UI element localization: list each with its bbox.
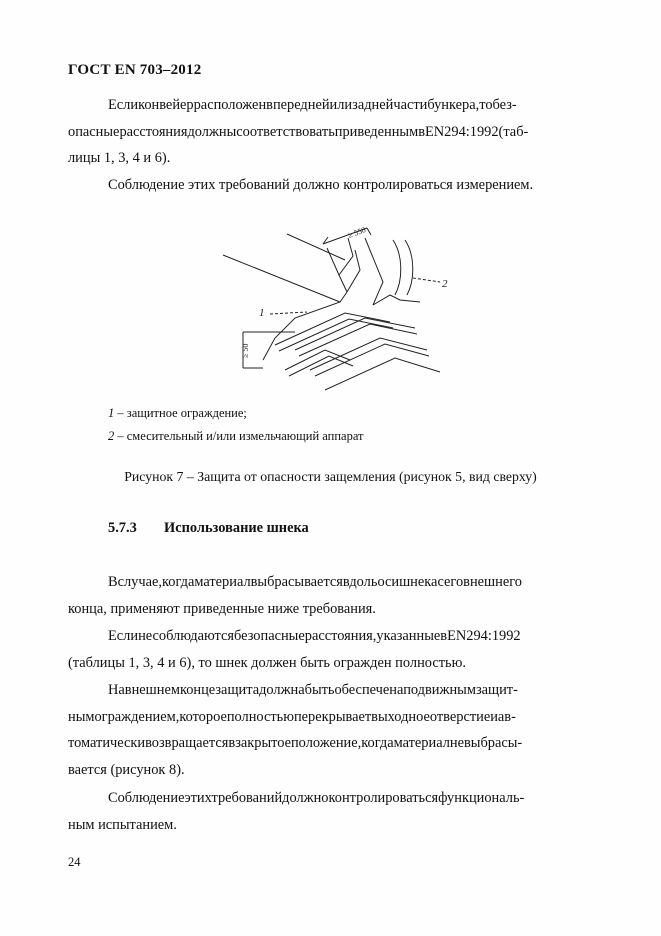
paragraph-safe-distances [68, 623, 604, 676]
leader-line-1 [270, 312, 307, 314]
word: полностью [226, 708, 294, 725]
word: должна [259, 682, 305, 698]
word: выбрасы- [464, 735, 523, 751]
dimension-label-left: ≥ 50 [241, 343, 250, 358]
word: контролироваться [328, 790, 439, 806]
paragraph-line [68, 677, 604, 704]
paragraph-line: (таблицы 1, 3, 4 и 6), то шнек должен быть огражден полностью. [68, 654, 466, 671]
roller-curve [393, 240, 401, 295]
legend-item [108, 402, 364, 425]
word: расстояния, [304, 628, 377, 644]
roller-curve [405, 240, 413, 295]
word: ограждением, [94, 708, 180, 725]
legend-number: 2 [108, 429, 115, 443]
auger-ridge [295, 318, 415, 350]
word: быть [304, 682, 335, 698]
word: защита [215, 682, 260, 698]
figure-legend [108, 402, 364, 448]
word: Если [108, 97, 139, 113]
paragraph-line [68, 785, 604, 812]
dimension-line [367, 228, 371, 235]
guard-outline [339, 238, 353, 275]
word: его [444, 574, 464, 590]
paragraph-functional-test [68, 785, 604, 838]
word: не [449, 735, 464, 751]
word: томатически [68, 735, 146, 751]
word: которое [179, 708, 227, 725]
paragraph-line: вается (рисунок 8). [68, 761, 185, 778]
word: шнека [399, 574, 438, 590]
word: бункера, [427, 97, 480, 113]
legend-item [108, 425, 364, 448]
word: защит- [475, 682, 518, 698]
word: перекрывает [293, 708, 372, 725]
word: 294:1992 [466, 628, 521, 644]
word: в [418, 123, 425, 140]
paragraph-line [68, 704, 604, 731]
word: выходное [371, 708, 430, 725]
guard-outline [365, 238, 383, 305]
paragraph-line: конца, применяют приведенные ниже требования. [68, 600, 376, 617]
guard-outline [347, 250, 360, 292]
leader-line-2 [413, 278, 440, 282]
paragraph-line: лицы 1, 3, 4 и 6). [68, 150, 171, 166]
word: или [329, 97, 353, 113]
paragraph-line [68, 730, 604, 757]
word: возвращается [145, 735, 229, 751]
drawing-line [287, 234, 345, 260]
word: случае, [117, 574, 162, 590]
paragraph-line [68, 623, 604, 650]
word: приведенным [334, 123, 419, 140]
word: Соблюдение [108, 790, 185, 806]
word: должно [282, 790, 329, 806]
word: соответствовать [236, 123, 335, 140]
legend-text: – защитное ограждение; [114, 406, 247, 420]
word: указанные [376, 628, 441, 644]
word: требований [211, 790, 283, 806]
legend-number: 1 [108, 406, 115, 420]
word: внешнего [463, 574, 522, 590]
word: расположен [193, 97, 267, 113]
word: EN [447, 628, 467, 644]
word: выбрасывается [250, 574, 343, 590]
word: расстояния [119, 123, 188, 140]
legend-text: – смесительный и/или измельчающий аппарат [114, 429, 364, 443]
figure-7-drawing [215, 210, 475, 400]
guard-outline [373, 295, 420, 305]
word: (таб- [498, 123, 529, 140]
document-header: ГОСТ EN 703–2012 [68, 62, 202, 78]
paragraph-line [68, 569, 604, 596]
word: Если [108, 628, 139, 644]
word: в [228, 735, 236, 751]
paragraph-conveyor [68, 92, 604, 172]
word: когда [361, 735, 394, 751]
auger-ridge [275, 313, 390, 345]
word: без- [492, 97, 517, 113]
word: задней [352, 97, 394, 113]
dimension-label-top: ≥ 550 [346, 225, 367, 240]
word: материал [393, 735, 450, 751]
word: и [490, 708, 498, 725]
word: в [440, 628, 448, 644]
word: 294:1992 [444, 123, 499, 140]
word: то [479, 97, 493, 113]
paragraph-auger-ejection [68, 569, 604, 622]
word: передней [272, 97, 330, 113]
figure-callout-1: 1 [259, 307, 265, 319]
word: когда [161, 574, 195, 590]
word: вдоль [342, 574, 378, 590]
word: безопасные [234, 628, 305, 644]
section-title: Использование шнека [164, 520, 309, 536]
word: обеспечена [334, 682, 404, 698]
word: ав- [497, 708, 516, 725]
word: положение, [290, 735, 362, 751]
figure-caption: Рисунок 7 – Защита от опасности защемления (рисунок 5, вид сверху) [124, 469, 537, 484]
word: На [108, 682, 125, 698]
word: функциональ- [438, 790, 525, 806]
word: подвижным [403, 682, 476, 698]
word: оси [377, 574, 400, 590]
word: в [266, 97, 273, 113]
word: опасные [68, 123, 120, 140]
word: закрытое [235, 735, 291, 751]
paragraph-measurement [68, 172, 604, 199]
drawing-line [223, 255, 340, 302]
section-heading [108, 520, 309, 537]
word: материал [194, 574, 251, 590]
auger-ridge [325, 358, 440, 390]
figure-callout-2: 2 [442, 278, 448, 290]
page-number: 24 [68, 855, 81, 869]
paragraph-line: Соблюдение этих требований должно контролироваться измерением. [108, 177, 534, 193]
word: внешнем [124, 682, 180, 698]
word: EN [424, 123, 445, 140]
word: не [138, 628, 153, 644]
paragraph-line [68, 92, 604, 119]
word: конце [179, 682, 216, 698]
word: соблюдаются [152, 628, 235, 644]
word: с [437, 574, 445, 590]
paragraph-outer-end-guard [68, 677, 604, 783]
guard-outline [263, 248, 347, 360]
word: должны [187, 123, 237, 140]
word: части [393, 97, 428, 113]
paragraph-line [68, 119, 604, 146]
word: отверстие [429, 708, 491, 725]
word: конвейер [138, 97, 194, 113]
paragraph-line: ным испытанием. [68, 816, 177, 833]
word: этих [184, 790, 212, 806]
word: ным [68, 708, 95, 725]
word: В [108, 574, 118, 590]
section-number: 5.7.3 [108, 520, 137, 536]
